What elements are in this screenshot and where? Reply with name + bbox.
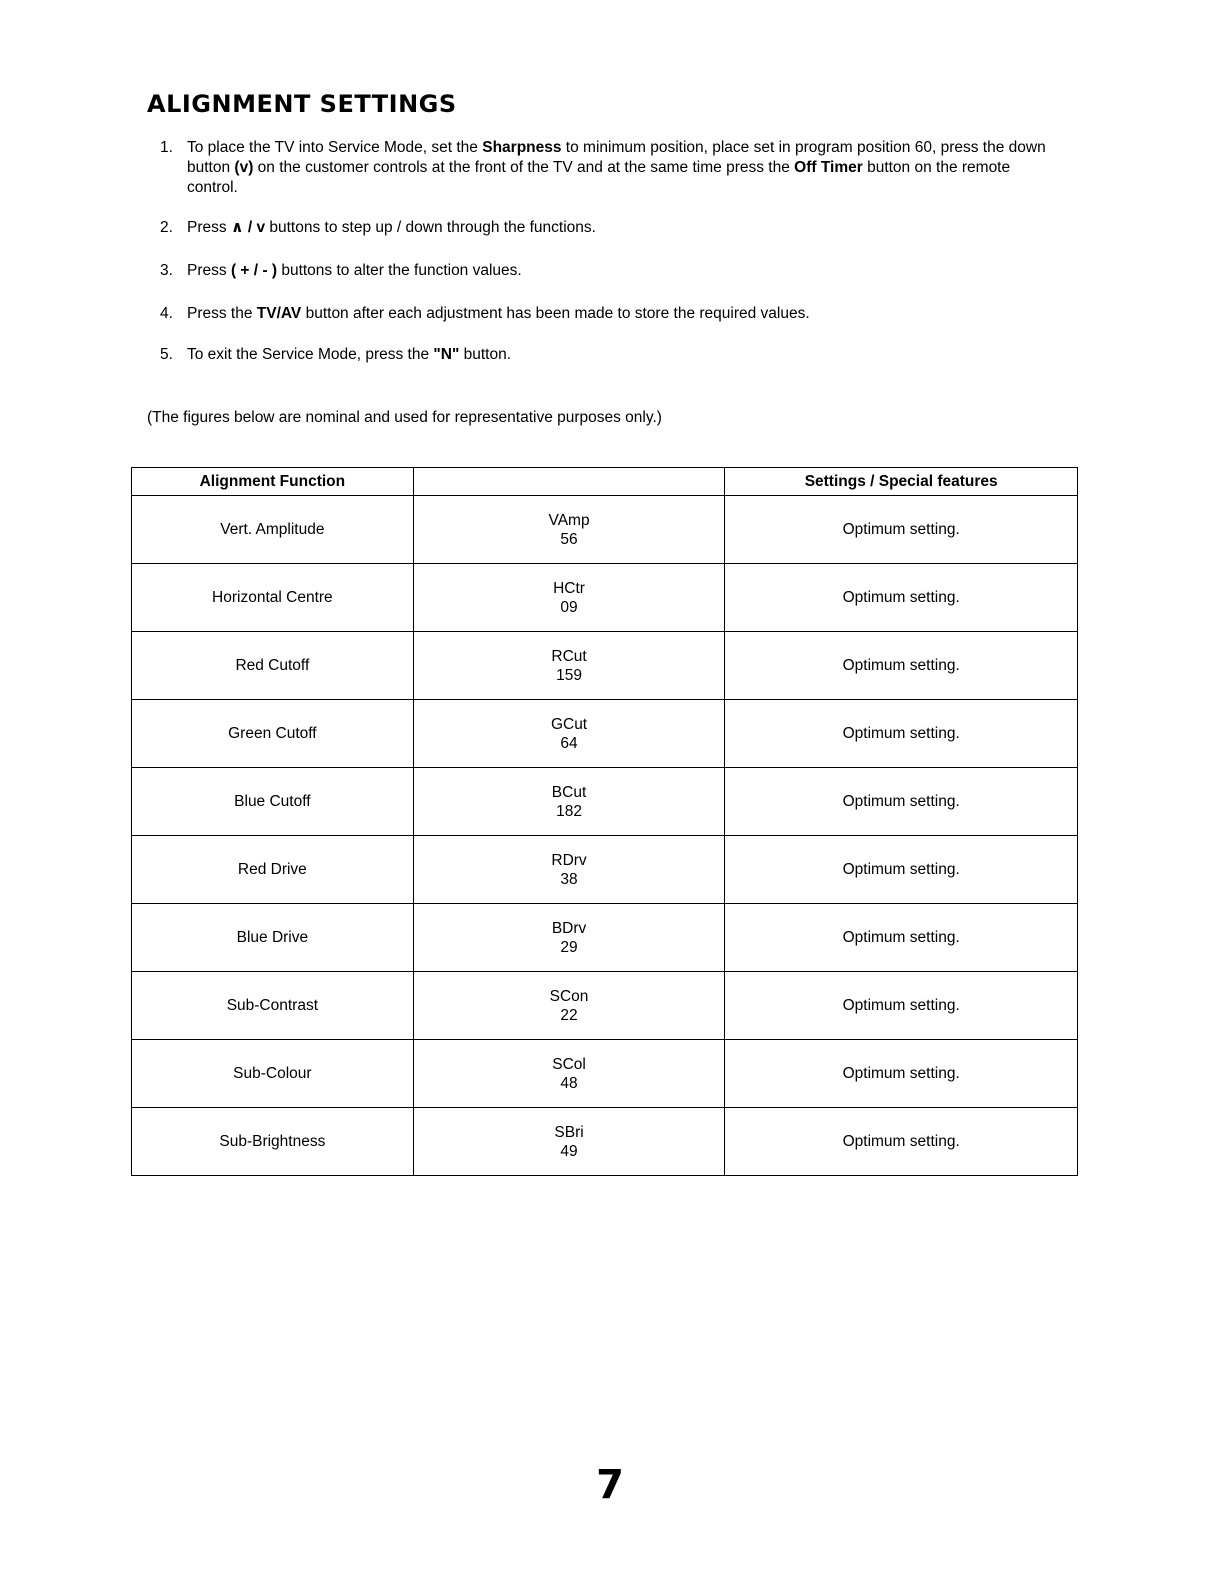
table-row — [132, 700, 1078, 768]
step-run: Press — [187, 219, 231, 236]
table-row — [132, 972, 1078, 1040]
code-label: GCut — [550, 715, 588, 733]
step-text — [187, 345, 1057, 365]
code-cell — [413, 1108, 725, 1176]
function-cell: Blue Drive — [132, 904, 414, 972]
step-run: To place the TV into Service Mode, set the — [187, 139, 483, 156]
step-text — [187, 304, 1057, 324]
code-value: 48 — [560, 1074, 578, 1092]
step-emphasis: (v) — [234, 159, 254, 176]
code-value: 159 — [556, 666, 582, 684]
setting-cell: Optimum setting. — [725, 904, 1078, 972]
function-cell: Green Cutoff — [132, 700, 414, 768]
setting-cell: Optimum setting. — [725, 564, 1078, 632]
function-cell: Vert. Amplitude — [132, 496, 414, 564]
code-label: VAmp — [548, 511, 590, 529]
code-label: SBri — [554, 1123, 584, 1141]
header-alignment-function: Alignment Function — [132, 468, 414, 496]
step-text — [187, 138, 1057, 198]
setting-cell: Optimum setting. — [725, 496, 1078, 564]
code-cell — [413, 904, 725, 972]
code-cell — [413, 768, 725, 836]
step-run: buttons to step up / down through the functions. — [265, 219, 596, 236]
step-run: on the customer controls at the front of the TV and at the same time press the — [253, 159, 795, 176]
code-value: 64 — [560, 734, 578, 752]
setting-cell: Optimum setting. — [725, 700, 1078, 768]
code-value: 09 — [560, 598, 578, 616]
function-cell: Red Cutoff — [132, 632, 414, 700]
setting-cell: Optimum setting. — [725, 836, 1078, 904]
code-label: SCol — [552, 1055, 586, 1073]
function-cell: Sub-Colour — [132, 1040, 414, 1108]
code-value: 49 — [560, 1142, 578, 1160]
step-number: 3. — [160, 262, 173, 279]
function-cell: Sub-Contrast — [132, 972, 414, 1040]
step-text — [187, 261, 1057, 281]
representative-note: (The figures below are nominal and used for representative purposes only.) — [147, 409, 662, 426]
code-cell — [413, 836, 725, 904]
table-row — [132, 1108, 1078, 1176]
step-run: button after each adjustment has been made to store the required values. — [301, 305, 810, 322]
function-cell: Horizontal Centre — [132, 564, 414, 632]
setting-cell: Optimum setting. — [725, 632, 1078, 700]
step-number: 5. — [160, 346, 173, 363]
step-emphasis: Off Timer — [794, 159, 863, 176]
function-cell: Sub-Brightness — [132, 1108, 414, 1176]
step-run: buttons to alter the function values. — [277, 262, 522, 279]
table-row — [132, 496, 1078, 564]
step-number: 2. — [160, 219, 173, 236]
code-label: BDrv — [551, 919, 587, 937]
step-run: Press the — [187, 305, 257, 322]
table-row — [132, 904, 1078, 972]
function-cell: Red Drive — [132, 836, 414, 904]
code-cell — [413, 700, 725, 768]
page-title: ALIGNMENT SETTINGS — [147, 90, 457, 118]
table-row — [132, 1040, 1078, 1108]
setting-cell: Optimum setting. — [725, 768, 1078, 836]
code-value: 38 — [560, 870, 578, 888]
step-number: 4. — [160, 305, 173, 322]
header-settings: Settings / Special features — [725, 468, 1078, 496]
code-label: BCut — [551, 783, 587, 801]
code-cell — [413, 632, 725, 700]
table-body — [132, 496, 1078, 1176]
code-value: 182 — [556, 802, 582, 820]
table-header-row — [132, 468, 1078, 496]
alignment-table — [131, 467, 1078, 1176]
step-emphasis: TV/AV — [256, 305, 302, 322]
step-run: To exit the Service Mode, press the — [187, 346, 434, 363]
step-run: button. — [459, 346, 512, 363]
code-value: 29 — [560, 938, 578, 956]
code-cell — [413, 564, 725, 632]
setting-cell: Optimum setting. — [725, 1108, 1078, 1176]
setting-cell: Optimum setting. — [725, 1040, 1078, 1108]
step-emphasis: "N" — [433, 346, 460, 363]
step-run: to minimum position, place set in program position 60, press the down button — [187, 139, 1046, 176]
setting-cell: Optimum setting. — [725, 972, 1078, 1040]
step-text — [187, 218, 1057, 238]
table-row — [132, 836, 1078, 904]
header-code — [413, 468, 725, 496]
table-row — [132, 768, 1078, 836]
code-label: RDrv — [551, 851, 587, 869]
code-label: RCut — [551, 647, 587, 665]
table-row — [132, 564, 1078, 632]
code-cell — [413, 972, 725, 1040]
step-number: 1. — [160, 139, 173, 156]
step-run: Press — [187, 262, 231, 279]
code-label: SCon — [549, 987, 589, 1005]
step-emphasis: ( + / - ) — [230, 262, 278, 279]
step-emphasis: Sharpness — [482, 139, 562, 156]
step-emphasis: ∧ / v — [230, 219, 266, 236]
code-value: 22 — [560, 1006, 578, 1024]
code-label: HCtr — [553, 579, 585, 597]
code-value: 56 — [560, 530, 578, 548]
step-run: button on the remote control. — [187, 159, 1011, 196]
page-number: 7 — [596, 1462, 624, 1508]
function-cell: Blue Cutoff — [132, 768, 414, 836]
code-cell — [413, 1040, 725, 1108]
table-row — [132, 632, 1078, 700]
code-cell — [413, 496, 725, 564]
